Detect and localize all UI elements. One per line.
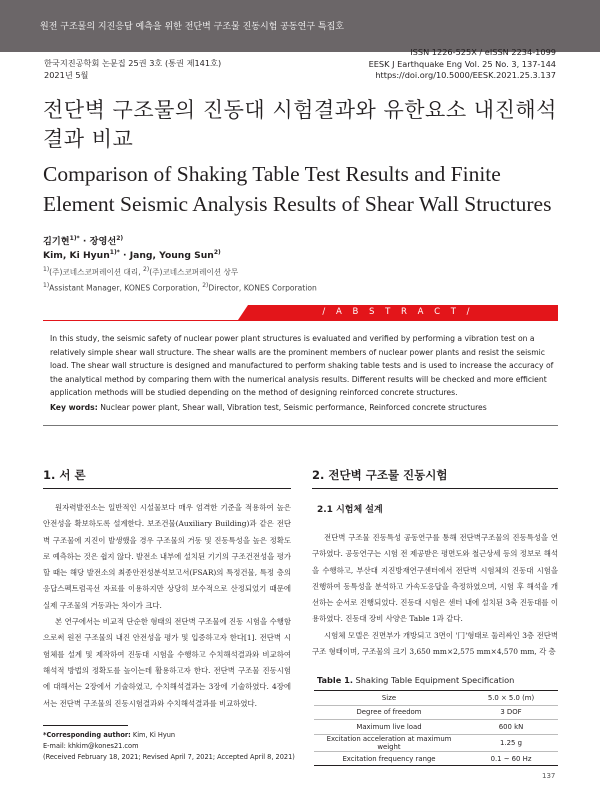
table-1-label: Table 1. [317, 675, 353, 685]
authors-korean [43, 233, 123, 247]
section-1-heading: 1. 서 론 [43, 468, 86, 482]
section-2-1-heading: 2.1 시험체 설계 [317, 505, 383, 515]
section-1-body [43, 500, 291, 712]
section-1-paragraph-2: 본 연구에서는 비교적 단순한 형태의 전단벽 구조물에 진동 시험을 수행함으로써 원전 구조물의 내진 안전성을 평가 및 입증하고자 한다[1]. 전단벽 시험체를 설계 및 제작하여 진동대 시험을 수행하고 수치해석결과와 비교하여 해석적 방법의 정확도를 높이는데 활용하고자 한다. 전단벽 구조물 진동시험에 대해서는 2장에서 기술하였고, 수치해석결과는 3장에 기술하였다. 4장에서는 전단벽 구조물의 진동시험결과와 수치해석결과를 비교하였다. [43, 617, 291, 708]
table-1-caption [317, 675, 514, 685]
author-1-en-sup: 1)* [109, 249, 120, 256]
table-cell: 0.1 ~ 60 Hz [464, 751, 558, 766]
footnote-email[interactable]: E-mail: khkim@kones21.com [43, 742, 139, 750]
table-cell: Excitation acceleration at maximum weight [314, 734, 464, 751]
section-1-paragraph-1: 원자력발전소는 일반적인 시설물보다 매우 엄격한 기준을 적용하여 높은 안전성을 확보하도록 설계한다. 보조건물(Auxiliary Building)과 같은 전단벽 구조물에 지진이 발생했을 경우 구조물의 거동 및 진동특성을 높은 정확도로 예측하는 것은 쉽지 않다. 발전소 내부에 설치된 기기의 구조건전성을 평가할 때는 해당 발전소의 최종안전성분석보고서(FSAR)의 특정건물, 특정 층의 응답스펙트럼곡선 자료를 이용하지만 상당히 보수적으로 산정되었기 때문에 실제 구조물의 거동과는 차이가 크다. [43, 503, 291, 610]
table-cell: Size [314, 691, 464, 706]
section-2-body [312, 530, 558, 660]
section-2-paragraph-2: 시험체 모델은 진면부가 개방되고 3면이 '冂'형태로 둘러싸인 3층 전단벽 구조 형태이며, 구조물의 크기 3,650 mm×2,575 mm×4,570 mm, 각 층 [312, 630, 558, 657]
section-2-heading: 2. 전단벽 구조물 진동시험 [312, 468, 448, 482]
footnote-rule [43, 725, 128, 726]
citation: EESK J Earthquake Eng Vol. 25 No. 3, 137-144 [368, 58, 556, 69]
table-cell: 5.0 × 5.0 (m) [464, 691, 558, 706]
author-2-ko: 장영선 [89, 236, 117, 247]
abstract-divider [43, 320, 558, 321]
title-korean: 전단벽 구조물의 진동대 시험결과와 유한요소 내진해석 결과 비교 [43, 98, 557, 151]
doi-link[interactable]: https://doi.org/10.5000/EESK.2021.25.3.137 [375, 70, 556, 80]
aff-en-2: Director, KONES Corporation [208, 283, 317, 293]
keywords-divider [43, 425, 558, 426]
table-cell: Degree of freedom [314, 705, 464, 720]
aff-en-2-sup: 2) [202, 282, 209, 289]
authors-english [43, 249, 221, 261]
aff-en-1-sup: 1) [43, 282, 50, 289]
table-cell: Maximum live load [314, 720, 464, 735]
keywords-list: Nuclear power plant, Shear wall, Vibration test, Seismic performance, Reinforced concrete structures [100, 403, 487, 412]
issn: ISSN 1226-525X / eISSN 2234-1099 [410, 47, 556, 57]
affiliation-english [43, 282, 317, 293]
author-1-ko: 김기현 [43, 236, 70, 247]
keywords-label: Key words: [50, 403, 98, 412]
table-cell: Excitation frequency range [314, 751, 464, 766]
table-cell: 1.25 g [464, 734, 558, 751]
author-2-en: Jang, Young Sun [129, 250, 214, 262]
journal-info [44, 57, 221, 81]
banner-text: 원전 구조물의 지진응답 예측을 위한 전단벽 구조물 진동시험 공동연구 특집호 [40, 22, 344, 32]
title-english: Comparison of Shaking Table Test Results and Finite Element Seismic Analysis Results of Shear Wall Structures [43, 162, 552, 216]
section-2-rule [312, 488, 558, 489]
journal-date: 2021년 5월 [44, 70, 89, 80]
abstract-label: / A B S T R A C T / [322, 307, 474, 317]
aff-ko-1-sup: 1) [43, 266, 50, 273]
footnote-label: *Corresponding author: [43, 731, 131, 739]
table-row [314, 705, 558, 720]
author-2-ko-sup: 2) [116, 234, 124, 242]
journal-volume: 한국지진공학회 논문집 25권 3호 (통권 제141호) [44, 58, 222, 68]
table-row [314, 751, 558, 766]
keywords [50, 402, 555, 414]
table-row [314, 691, 558, 706]
affiliation-korean [43, 266, 238, 278]
section-2-paragraph-1: 전단벽 구조물 진동특성 공동연구를 통해 전단벽구조물의 진동특성을 연구하였다. 공동연구는 시험 전 제공받은 평면도와 철근상세 등의 정보로 해석을 수행하고, 부산대 지진방재연구센터에서 전단벽 시험체의 진동대 시험을 진행하여 동특성을 분석하고 가속도응답을 측정하였으며, 시험 후 해석을 개선하는 순서로 진행되었다. 진동대 시험은 센터 내에 설치된 3축 진동대를 이용하였다. 진동대 장비 사양은 Table 1과 같다. [312, 533, 558, 624]
author-2-en-sup: 2) [213, 249, 221, 256]
equipment-spec-table [314, 690, 558, 766]
aff-en-1: Assistant Manager, KONES Corporation, [49, 283, 203, 293]
author-sep-en: · [119, 250, 130, 262]
publication-ids [369, 47, 556, 82]
footnote-author: Kim, Ki Hyun [132, 731, 176, 739]
aff-ko-2-sup: 2) [143, 266, 150, 273]
table-cell: 600 kN [464, 720, 558, 735]
table-cell: 3 DOF [464, 705, 558, 720]
abstract-text: In this study, the seismic safety of nuclear power plant structures is evaluated and verified by performing a vibration test on a relatively simple shear wall structure. The shear walls are the prominent members of nuclear power plants and resist the seismic load. The shear wall structure is designed and manufactured to perform shaking table tests and is used to increase the accuracy of the analytical method by comparing them with the numerical analysis results. Different results will be checked and more efficient application methods will be studied depending on the method of designing reinforced concrete structures. [50, 334, 554, 397]
table-row [314, 734, 558, 751]
author-1-ko-sup: 1)* [69, 234, 80, 242]
author-1-en: Kim, Ki Hyun [43, 250, 110, 262]
footnote-dates: (Received February 18, 2021; Revised April 7, 2021; Accepted April 8, 2021) [43, 753, 295, 761]
author-sep-ko: · [79, 236, 90, 247]
page-number: 137 [542, 772, 556, 780]
table-row [314, 720, 558, 735]
table-1-title: Shaking Table Equipment Specification [355, 675, 515, 685]
aff-ko-1: (주)코네스코퍼레이션 대리, [49, 267, 144, 277]
aff-ko-2: (주)코네스코퍼레이션 상무 [149, 267, 239, 277]
footnote [43, 730, 303, 763]
section-1-rule [43, 488, 291, 489]
